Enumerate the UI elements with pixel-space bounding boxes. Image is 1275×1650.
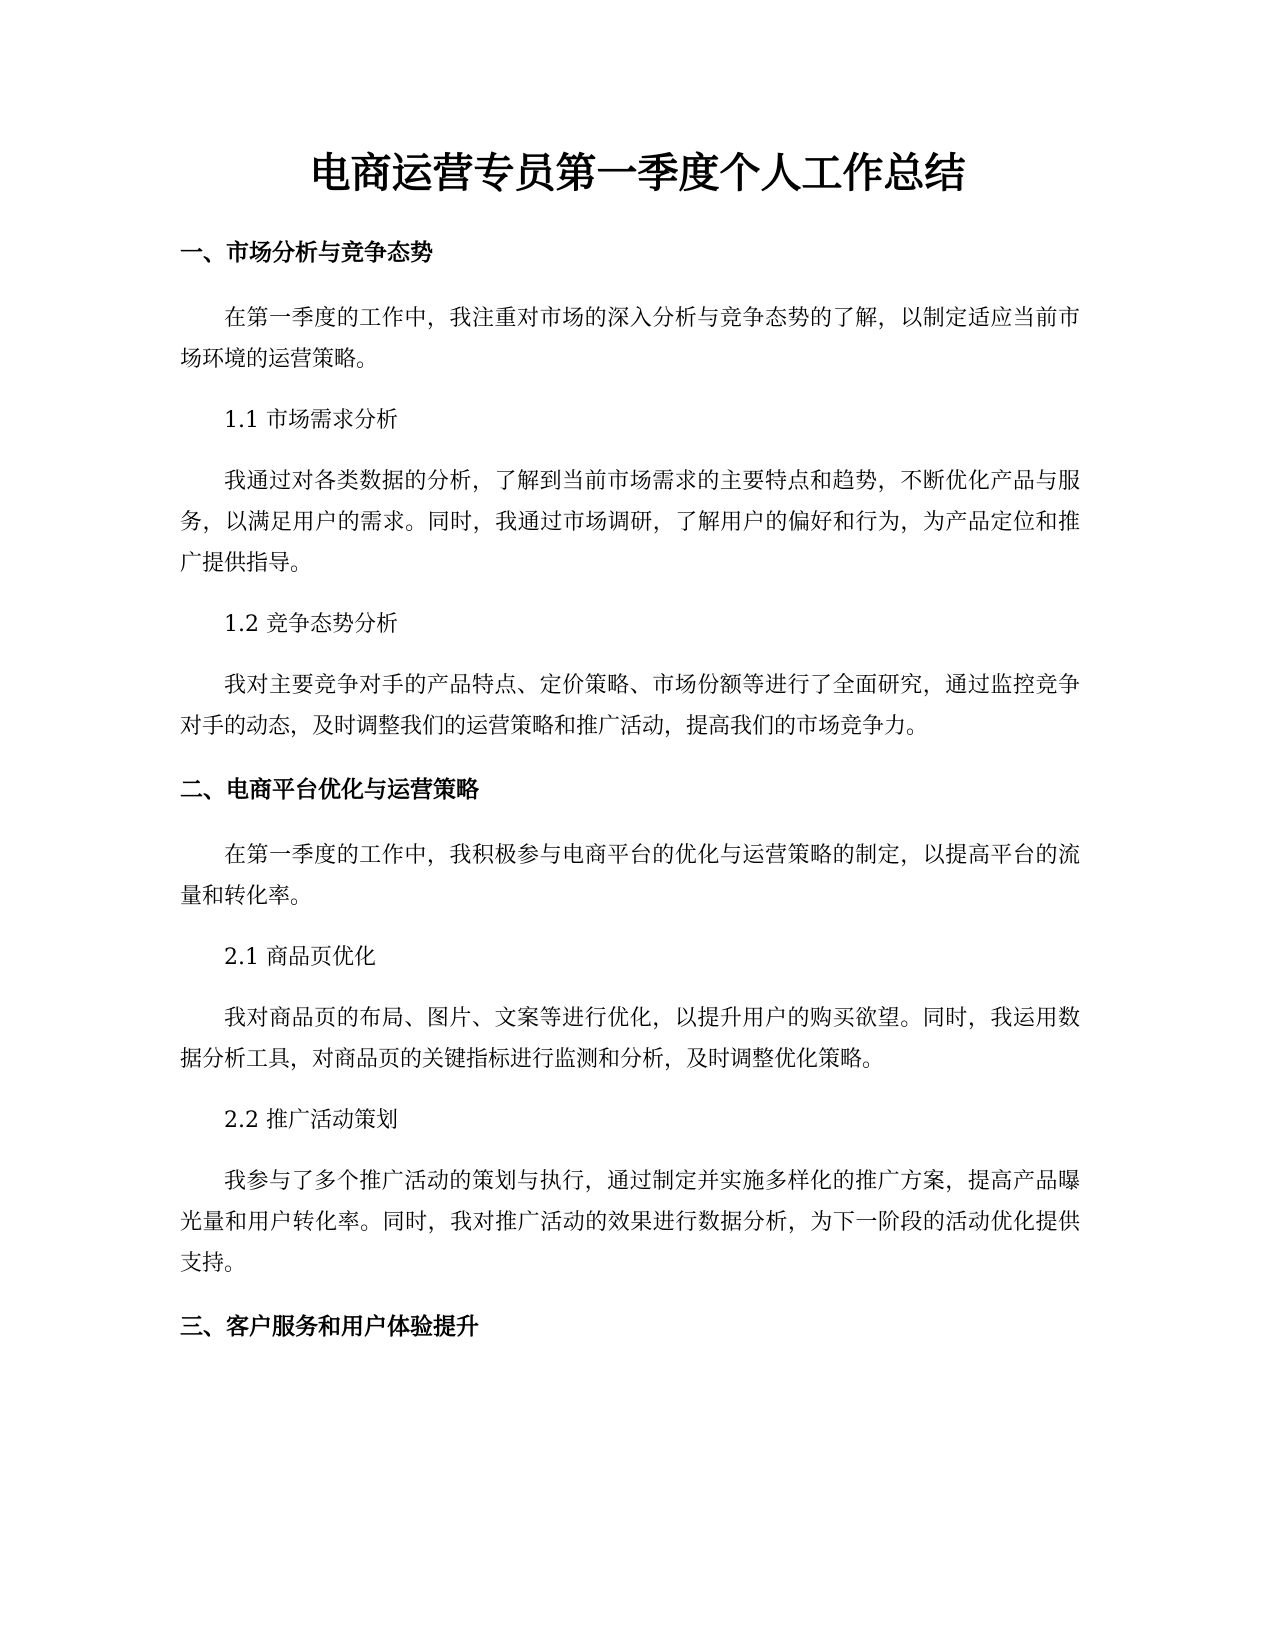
section-heading: 一、市场分析与竞争态势	[180, 240, 433, 266]
subsection-heading: 2.2 推广活动策划	[224, 1108, 398, 1133]
subsection-body: 我对主要竞争对手的产品特点、定价策略、市场份额等进行了全面研究，通过监控竞争对手的动态，及时调整我们的运营策略和推广活动，提高我们的市场竞争力。	[180, 673, 1080, 739]
section-heading: 二、电商平台优化与运营策略	[180, 777, 479, 803]
section-heading: 三、客户服务和用户体验提升	[180, 1314, 479, 1340]
subsection-body: 我对商品页的布局、图片、文案等进行优化，以提升用户的购买欲望。同时，我运用数据分析工具，对商品页的关键指标进行监测和分析，及时调整优化策略。	[180, 1006, 1080, 1072]
subsection-heading: 1.2 竞争态势分析	[224, 612, 398, 637]
subsection-heading: 1.1 市场需求分析	[224, 408, 398, 433]
section-intro: 在第一季度的工作中，我注重对市场的深入分析与竞争态势的了解，以制定适应当前市场环境的运营策略。	[180, 306, 1080, 372]
subsection-body: 我参与了多个推广活动的策划与执行，通过制定并实施多样化的推广方案，提高产品曝光量和用户转化率。同时，我对推广活动的效果进行数据分析，为下一阶段的活动优化提供支持。	[180, 1169, 1080, 1276]
subsection-body: 我通过对各类数据的分析，了解到当前市场需求的主要特点和趋势，不断优化产品与服务，以满足用户的需求。同时，我通过市场调研，了解用户的偏好和行为，为产品定位和推广提供指导。	[180, 469, 1080, 576]
section-intro: 在第一季度的工作中，我积极参与电商平台的优化与运营策略的制定，以提高平台的流量和转化率。	[180, 843, 1080, 909]
subsection-heading: 2.1 商品页优化	[224, 945, 376, 970]
document-title: 电商运营专员第一季度个人工作总结	[309, 149, 966, 197]
document-body	[180, 236, 1080, 1372]
